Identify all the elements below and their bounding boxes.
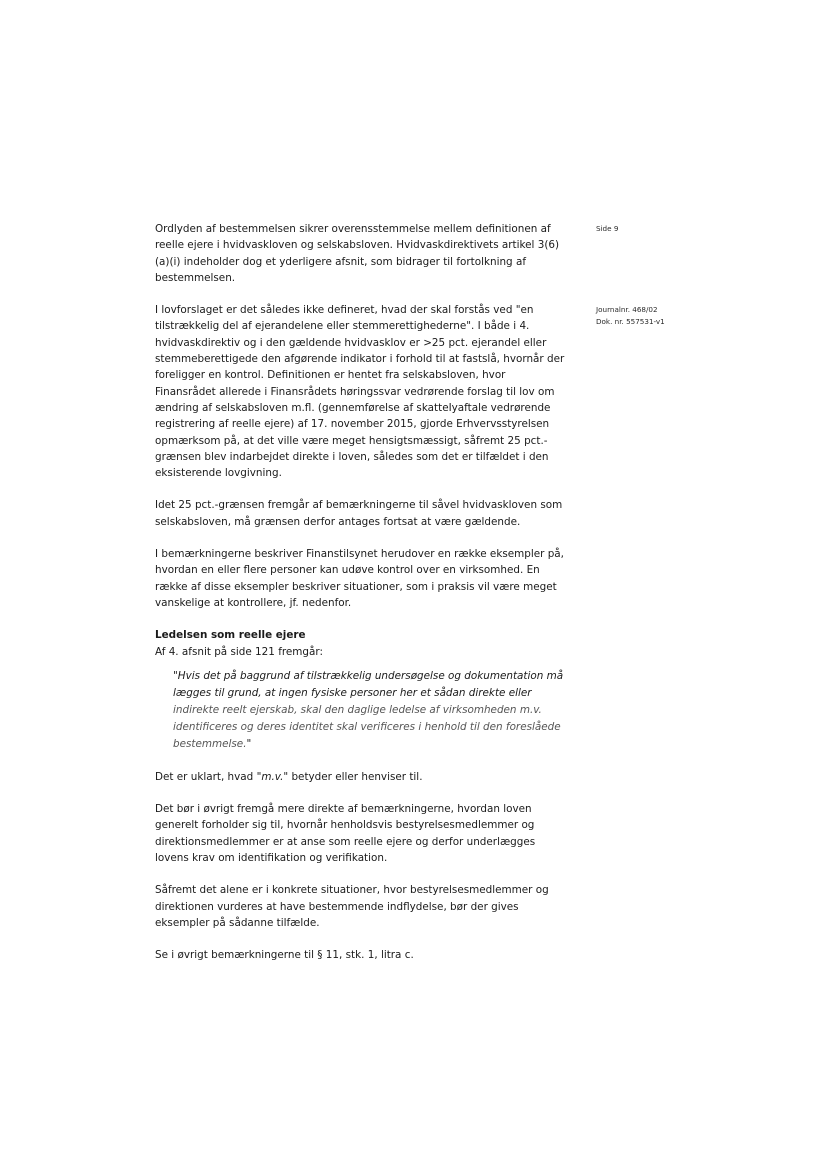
paragraph-6: Det bør i øvrigt fremgå mere direkte af bemærkningerne, hvordan loven generelt forholder sig til, hvornår henholdsvis bestyrelsesmedlemmer og direktionsmedlemmer er at anse som reelle ejere og derfor underlægges lovens krav om identifikation og verifikation. — [155, 803, 536, 865]
paragraph-2: I lovforslaget er det således ikke defineret, hvad der skal forstås ved "en tilstrækkelig del af ejerandelene eller stemmerettighederne". I både i 4. hvidvaskdirektiv og i den gældende hvidvasklov er >25 pct. ejerandel eller stemmeberettigede den afgørende indikator i forhold til at fastslå, hvornår der foreligger en kontrol. Definitionen er hentet fra selskabsloven, hvor Finansrådet allerede i Finansrådets høringssvar vedrørende forslag til lov om ændring af selskabsloven m.fl. (gennemførelse af skatteIyaftale vedrørende registrering af reelle ejere) af 17. november 2015, gjorde Erhvervsstyrelsen opmærksom på, at det ville være meget hensigtsmæssigt, såfremt 25 pct.-grænsen blev indarbejdet direkte i loven, således som det er tilfældet i den eksisterende lovgivning. — [155, 304, 565, 480]
block-quote — [173, 668, 565, 753]
quote-close-mark: " — [246, 737, 252, 750]
letter-body — [155, 221, 567, 964]
quote-text-2: indirekte reelt ejerskab, skal den daglige ledelse af virksomheden m.v. identificeres og deres identitet skal verificeres i henhold til den foreslåede bestemmelse. — [173, 703, 561, 750]
paragraph-8: Se i øvrigt bemærkningerne til § 11, stk. 1, litra c. — [155, 949, 414, 962]
document-reference — [596, 304, 665, 328]
quote-text-1: Hvis det på baggrund af tilstrækkelig undersøgelse og dokumentation må lægges til grund, at ingen fysiske personer her et sådan direkte eller — [173, 669, 564, 699]
paragraph-7: Såfremt det alene er i konkrete situationer, hvor bestyrelsesmedlemmer og direktionen vurderes at have bestemmende indflydelse, bør der gives eksempler på sådanne tilfælde. — [155, 884, 549, 929]
paragraph-4: I bemærkningerne beskriver Finanstilsynet herudover en række eksempler på, hvordan en eller flere personer kan udøve kontrol over en virksomhed. En række af disse eksempler beskriver situationer, som i praksis vil være meget vanskelige at kontrollere, jf. nedenfor. — [155, 548, 564, 609]
p5-term: "m.v." — [256, 770, 289, 783]
paragraph-5 — [155, 769, 567, 785]
paragraph-3: Idet 25 pct.-grænsen fremgår af bemærkningerne til såvel hvidvaskloven som selskabsloven, må grænsen derfor antages fortsat at være gældende. — [155, 499, 563, 528]
quote-open-mark: " — [173, 669, 178, 682]
page-number: Side 9 — [596, 224, 619, 233]
p5-prefix: Det er uklart, hvad — [155, 770, 257, 783]
p5-suffix: betyder eller henviser til. — [288, 770, 423, 783]
journal-number: Journalnr. 468/02 — [596, 305, 658, 314]
quote-intro: Af 4. afsnit på side 121 fremgår: — [155, 645, 323, 658]
section-heading: Ledelsen som reelle ejere — [155, 629, 306, 642]
paragraph-1: Ordlyden af bestemmelsen sikrer overensstemmelse mellem definitionen af reelle ejere i hvidvaskloven og selskabsloven. Hvidvaskdirektivets artikel 3(6)(a)(i) indeholder dog et yderligere afsnit, som bidrager til fortolkning af bestemmelsen. — [155, 223, 560, 284]
document-number: Dok. nr. 557531-v1 — [596, 317, 665, 326]
